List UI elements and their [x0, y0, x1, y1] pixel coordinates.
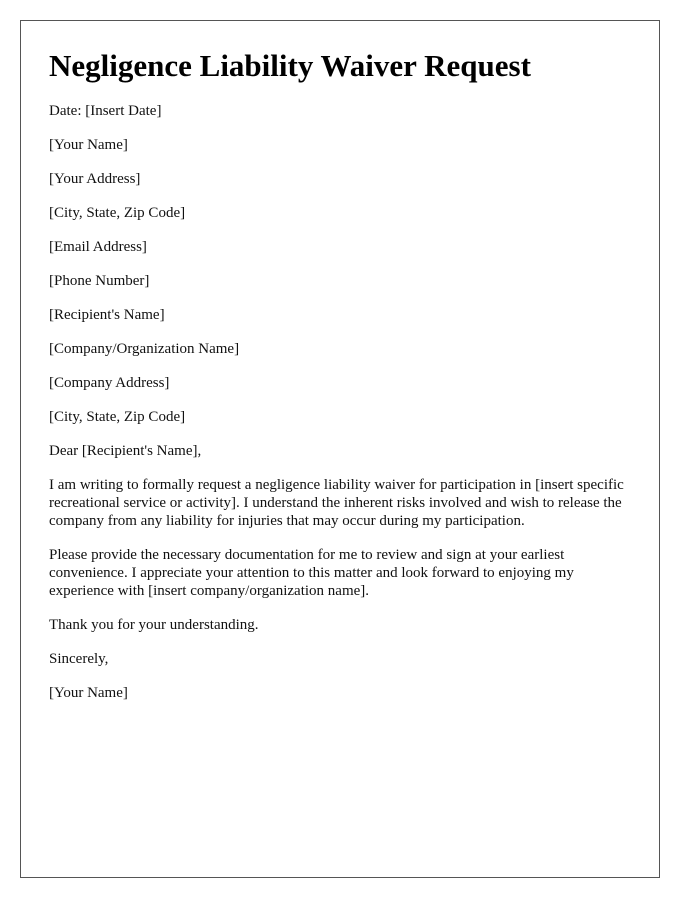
sender-address: [Your Address]: [49, 171, 141, 188]
sender-name: [Your Name]: [49, 137, 128, 154]
recipient-company: [Company/Organization Name]: [49, 341, 240, 358]
body-paragraph: Please provide the necessary documentation for me to review and sign at your earliest convenience. I appreciate your attention to this matter and look forward to enjoying my experience with [insert company/organization name].: [49, 547, 574, 600]
letter-title: Negligence Liability Waiver Request: [49, 48, 531, 83]
closing: Sincerely,: [49, 651, 109, 668]
thanks-line: Thank you for your understanding.: [49, 617, 259, 634]
recipient-address: [Company Address]: [49, 375, 170, 392]
letter-date: Date: [Insert Date]: [49, 103, 162, 120]
signature-name: [Your Name]: [49, 685, 128, 702]
body-paragraph: I am writing to formally request a negligence liability waiver for participation in [insert specific recreational service or activity]. I understand the inherent risks involved and wish to release the company from any liability for injuries that may occur during my participation.: [49, 477, 624, 530]
recipient-city-state-zip: [City, State, Zip Code]: [49, 409, 186, 426]
recipient-name: [Recipient's Name]: [49, 307, 165, 324]
salutation: Dear [Recipient's Name],: [49, 443, 202, 460]
sender-phone: [Phone Number]: [49, 273, 150, 290]
sender-city-state-zip: [City, State, Zip Code]: [49, 205, 186, 222]
sender-email: [Email Address]: [49, 239, 147, 256]
letter-page: [20, 20, 660, 878]
